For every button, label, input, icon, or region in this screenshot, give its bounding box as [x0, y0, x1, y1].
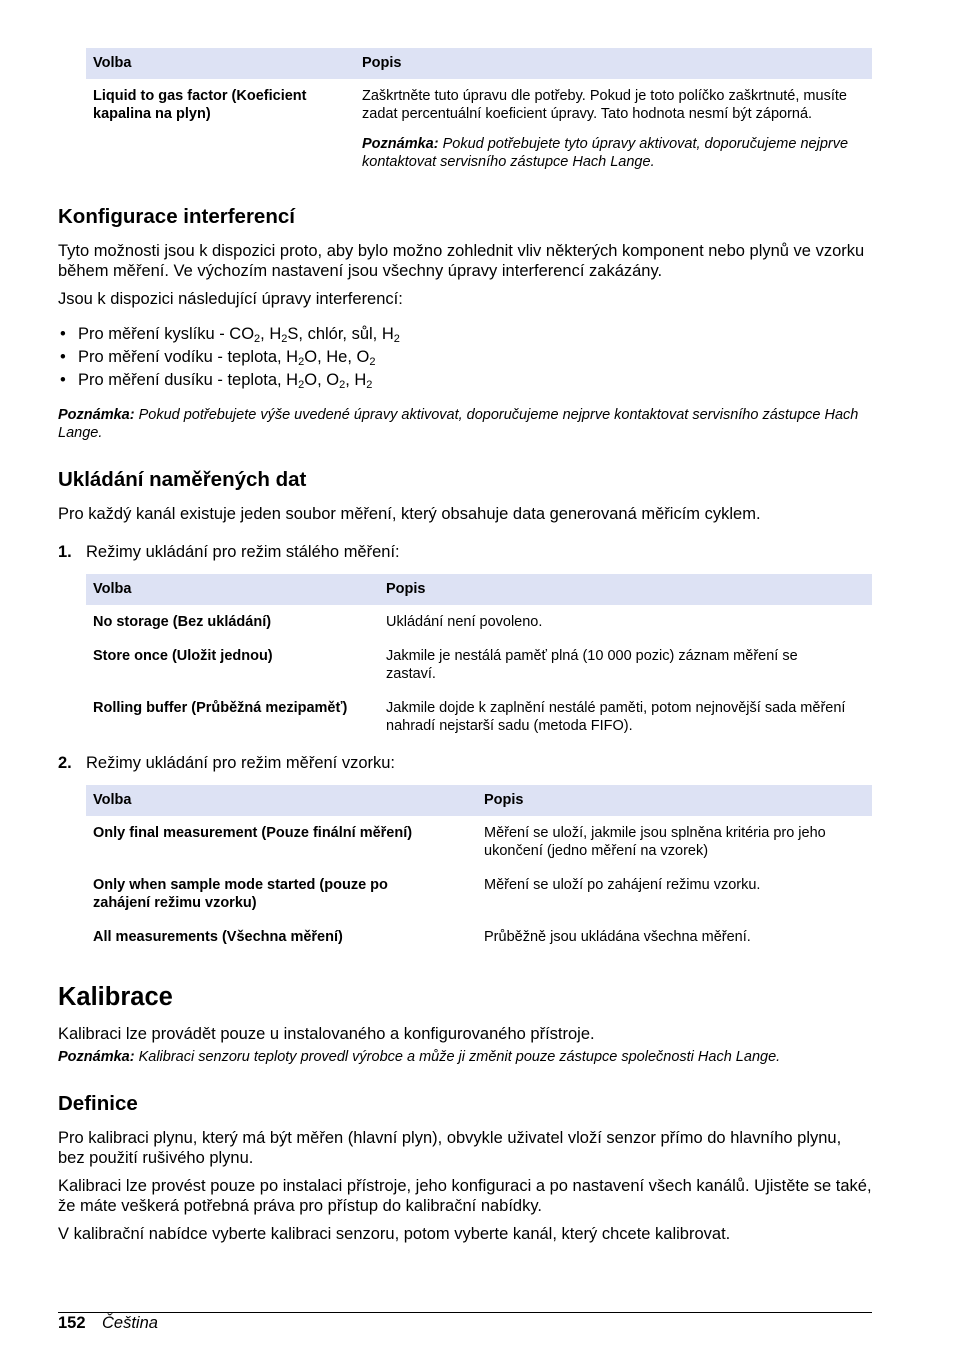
table-header-row [86, 785, 872, 816]
paragraph: Kalibraci lze provádět pouze u instalovaného a konfigurovaného přístroje. [58, 1025, 595, 1043]
table-row [86, 691, 872, 743]
option-cell: Rolling buffer (Průběžná mezipaměť) [93, 700, 348, 716]
note-text: Kalibraci senzoru teploty provedl výrobce a může ji změnit pouze zástupce společnosti Hach Lange. [134, 1049, 781, 1065]
note-label: Poznámka: [58, 1049, 135, 1065]
column-header-option: Volba [86, 785, 477, 816]
step-text: Režimy ukládání pro režim měření vzorku: [86, 754, 396, 772]
column-header-option: Volba [86, 574, 379, 605]
table-row [86, 79, 872, 179]
column-header-option: Volba [86, 48, 355, 79]
description-cell: Jakmile je nestálá paměť plná (10 000 pozic) záznam měření se zastaví. [386, 648, 798, 682]
step-text: Režimy ukládání pro režim stálého měření: [86, 543, 400, 561]
column-header-description: Popis [379, 574, 872, 605]
description-cell: Ukládání není povoleno. [386, 614, 543, 630]
option-cell: Liquid to gas factor (Koeficient kapalina na plyn) [93, 88, 307, 122]
table-header-row [86, 574, 872, 605]
note-label: Poznámka: [362, 136, 439, 152]
description-cell: Měření se uloží, jakmile jsou splněna kritéria pro jeho ukončení (jedno měření na vzorek) [484, 825, 826, 859]
table-note [362, 135, 865, 171]
column-header-description: Popis [355, 48, 872, 79]
paragraph: Jsou k dispozici následující úpravy interferencí: [58, 290, 403, 308]
option-cell: Store once (Uložit jednou) [93, 648, 273, 664]
note-text: Pokud potřebujete výše uvedené úpravy aktivovat, doporučujeme nejprve kontaktovat servisního zástupce Hach Lange. [58, 407, 859, 441]
section-heading-definition: Definice [58, 1092, 138, 1115]
description-text: Zaškrtněte tuto úpravu dle potřeby. Pokud je toto políčko zaškrtnuté, musíte zadat percentuální koeficient úpravy. Tato hodnota nesmí být záporná. [362, 88, 847, 122]
description-cell: Měření se uloží po zahájení režimu vzorku. [484, 877, 761, 893]
list-item: • Pro měření kyslíku - $CO_2$, $H_2S$, chlór, sůl, $H_2$ [58, 323, 872, 346]
paragraph: Pro každý kanál existuje jeden soubor měření, který obsahuje data generovaná měřicím cyklem. [58, 505, 761, 523]
page-content [58, 48, 872, 1252]
table-row [86, 816, 872, 868]
options-table-sample [86, 785, 872, 954]
column-header-description: Popis [477, 785, 872, 816]
table-row [86, 639, 872, 691]
step-number: 2. [58, 754, 72, 772]
list-item: • Pro měření dusíku - teplota, $H_2O$, $O_2$, $H_2$ [58, 369, 872, 392]
option-cell: No storage (Bez ukládání) [93, 614, 272, 630]
section-heading-interference: Konfigurace interferencí [58, 205, 295, 228]
page-number: 152 [58, 1314, 86, 1332]
description-cell [355, 79, 872, 179]
section-heading-storage: Ukládání naměřených dat [58, 468, 307, 491]
table-row [86, 920, 872, 954]
page-footer [58, 1312, 872, 1332]
paragraph: Kalibraci lze provést pouze po instalaci přístroje, jeho konfiguraci a po nastavení všech kanálů. Ujistěte se také, že máte veškerá potřebná práva pro přístup do kalibrační nabídky. [58, 1177, 872, 1215]
list-item: • Pro měření vodíku - teplota, $H_2O$, He, $O_2$ [58, 346, 872, 369]
section-heading-calibration: Kalibrace [58, 983, 173, 1011]
description-cell: Jakmile dojde k zaplnění nestálé paměti, potom nejnovější sada měření nahradí nejstarší sadu (metoda FIFO). [386, 700, 846, 734]
step-2 [58, 753, 872, 773]
table-row [86, 605, 872, 639]
note-label: Poznámka: [58, 407, 135, 423]
paragraph: Pro kalibraci plynu, který má být měřen (hlavní plyn), obvykle uživatel vloží senzor přímo do hlavního plynu, bez použití rušivého plynu. [58, 1129, 842, 1167]
paragraph: Tyto možnosti jsou k dispozici proto, aby bylo možno zohlednit vliv některých komponent nebo plynů ve vzorku během měření. Ve výchozím nastavení jsou všechny úpravy interferencí zakázány. [58, 242, 865, 280]
note [58, 1048, 872, 1066]
table-header-row [86, 48, 872, 79]
option-cell: All measurements (Všechna měření) [93, 929, 343, 945]
note-text: Pokud potřebujete tyto úpravy aktivovat, doporučujeme nejprve kontaktovat servisního zástupce Hach Lange. [362, 136, 849, 170]
note [58, 406, 872, 442]
table-row [86, 868, 872, 920]
interference-list [58, 323, 872, 392]
description-cell: Průběžně jsou ukládána všechna měření. [484, 929, 751, 945]
option-cell: Only final measurement (Pouze finální měření) [93, 825, 413, 841]
paragraph: V kalibrační nabídce vyberte kalibraci senzoru, potom vyberte kanál, který chcete kalibrovat. [58, 1225, 731, 1243]
options-table-liquid-gas [86, 48, 872, 179]
option-cell: Only when sample mode started (pouze po zahájení režimu vzorku) [93, 877, 388, 911]
step-number: 1. [58, 543, 72, 561]
step-1 [58, 542, 872, 562]
options-table-continuous [86, 574, 872, 743]
footer-language: Čeština [102, 1314, 158, 1332]
